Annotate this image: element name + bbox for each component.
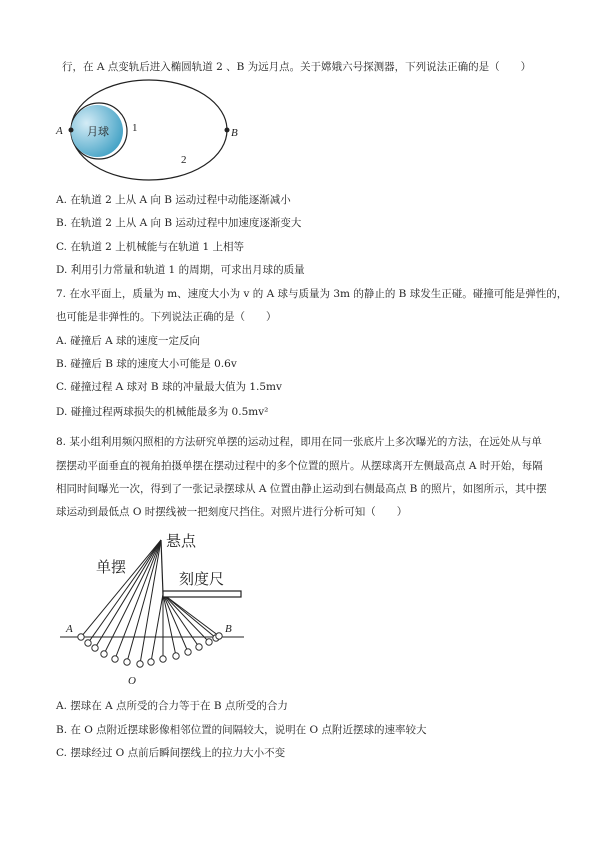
pendulum-ball [148, 659, 154, 665]
q8-stem-line-3: 相同时间曝光一次，得到了一张记录摆球从 A 位置由静止运动到右侧最高点 B 的照片，如图所示，其中摆 [56, 483, 547, 495]
pendulum-string [163, 594, 219, 636]
pendulum-ball [101, 651, 107, 657]
pendulum-ball [196, 644, 202, 650]
pendulum-ball [85, 640, 91, 646]
ruler-bar [163, 591, 241, 597]
orbit-2-label: 2 [181, 154, 187, 166]
q8-option-c: C. 摆球经过 O 点前后瞬间摆线上的拉力大小不变 [56, 747, 286, 759]
q7-stem-line-2: 也可能是非弹性的。下列说法正确的是（ ） [56, 311, 277, 323]
pendulum-ball [124, 659, 130, 665]
point-a-label: A [56, 125, 63, 137]
point-b-label: B [225, 623, 232, 635]
orbit-1-label: 1 [132, 122, 138, 134]
pendulum-ball [185, 649, 191, 655]
q6-option-b: B. 在轨道 2 上从 A 向 B 运动过程中加速度逐渐变大 [56, 217, 302, 229]
pendulum-balls [78, 633, 222, 667]
pendulum-ball [173, 653, 179, 659]
q8-stem-line-4: 球运动到最低点 O 时摆线被一把刻度尺挡住。对照片进行分析可知（ ） [56, 506, 408, 518]
pendulum-ball [206, 639, 212, 645]
pendulum-string [163, 594, 188, 652]
ruler-label: 刻度尺 [179, 570, 225, 588]
pendulum-string [140, 540, 161, 664]
pendulum-string [81, 540, 161, 637]
q6-option-c: C. 在轨道 2 上机械能与在轨道 1 上相等 [56, 241, 245, 253]
q8-option-a: A. 摆球在 A 点所受的合力等于在 B 点所受的合力 [56, 700, 288, 712]
q8-stem-line-1: 8. 某小组利用频闪照相的方法研究单摆的运动过程，即用在同一张底片上多次曝光的方法，在远处从与单 [56, 436, 542, 448]
upper-string-segment [161, 540, 163, 594]
q8-option-b: B. 在 O 点附近摆球影像相邻位置的间隔较大，说明在 O 点附近摆球的速率较大 [56, 724, 427, 736]
q7-stem-line-1: 7. 在水平面上，质量为 m、速度大小为 v 的 A 球与质量为 3m 的静止的 B 球发生正碰。碰撞可能是弹性的， [56, 288, 568, 300]
pendulum-ball [112, 656, 118, 662]
question-6-intro: 行，在 A 点变轨后进入椭圆轨道 2 、B 为远月点。关于嫦娥六号探测器，下列说法正确的是（ ） [62, 61, 532, 73]
pivot-label: 悬点 [166, 532, 197, 550]
point-b-label: B [231, 127, 238, 139]
point-o-label: O [128, 675, 136, 687]
point-a-label: A [66, 623, 73, 635]
pendulum-ball [92, 645, 98, 651]
q8-stem-line-2: 摆摆动平面垂直的视角拍摄单摆在摆动过程中的多个位置的照片。从摆球离开左侧最高点 A 时开始，每隔 [56, 460, 543, 472]
q7-option-c: C. 碰撞过程 A 球对 B 球的冲量最大值为 1.5mv [56, 381, 282, 393]
pendulum-string [127, 540, 161, 662]
pendulum-string [88, 540, 161, 643]
pendulum-string [95, 540, 161, 648]
q7-option-a: A. 碰撞后 A 球的速度一定反向 [56, 335, 201, 347]
moon-label: 月球 [87, 125, 109, 138]
pendulum-ball [160, 656, 166, 662]
pendulum-ball [216, 633, 222, 639]
q6-option-a: A. 在轨道 2 上从 A 向 B 运动过程中动能逐渐减小 [56, 194, 291, 206]
pendulum-string [163, 594, 209, 642]
pendulum-string [151, 594, 163, 662]
pendulum-ball [78, 634, 84, 640]
pendulum-ball [137, 661, 143, 667]
pendulum-label: 单摆 [96, 558, 127, 576]
q6-option-d: D. 利用引力常量和轨道 1 的周期，可求出月球的质量 [56, 264, 305, 276]
q7-option-d: D. 碰撞过程两球损失的机械能最多为 0.5mv² [56, 406, 269, 418]
q7-option-b: B. 碰撞后 B 球的速度大小可能是 0.6v [56, 358, 237, 370]
